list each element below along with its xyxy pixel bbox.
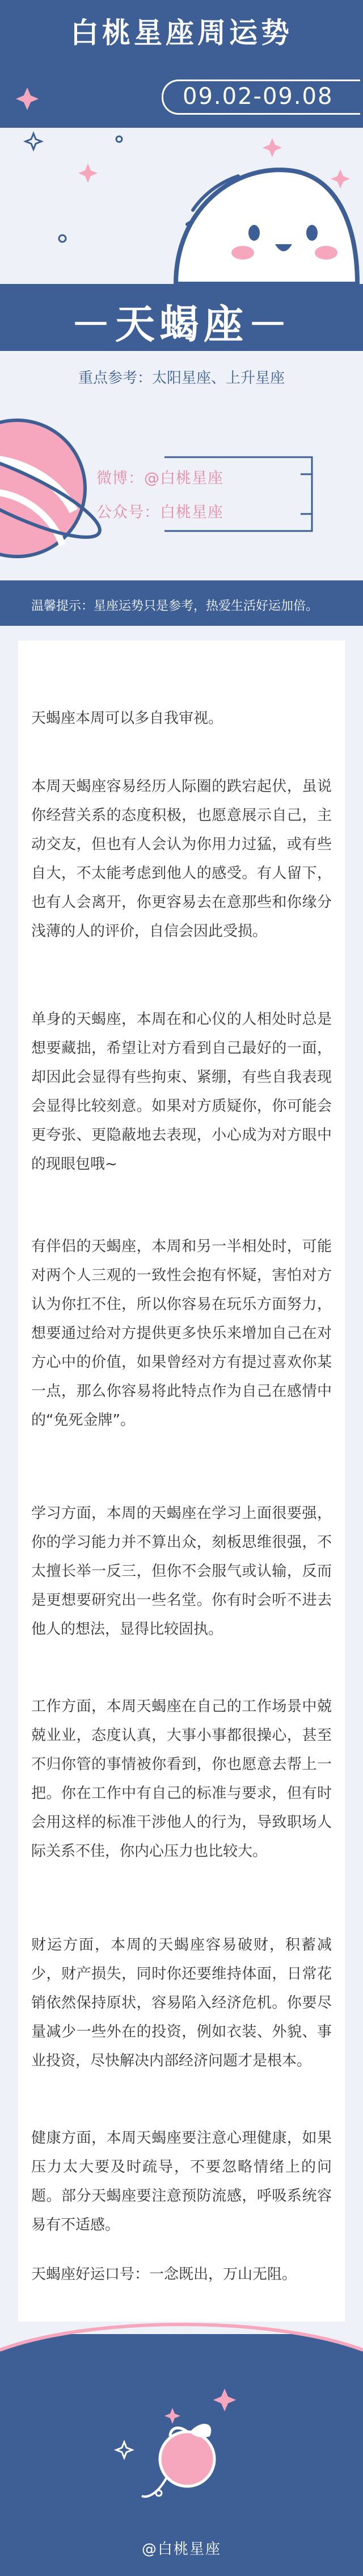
paragraph-social: 本周天蝎座容易经历人际圈的跌宕起伏，虽说你经营关系的态度积极，也愿意展示自己，主动交友，但也有人会认为你用力过猛，或有些自大，不太能考虑到他人的感受。有人留下，也有人会离开，你更容易去在意那些和你缘分浅薄的人的评价，自信会因此受损。 bbox=[31, 778, 332, 940]
sign-name: －天蝎座－ bbox=[71, 301, 292, 348]
paragraph-work: 工作方面，本周天蝎座在自己的工作场景中兢兢业业，态度认真，大事小事都很操心，甚至不归你管的事情被你看到，你也愿意去帮上一把。你在工作中有自己的标准与要求，但有时会用这样的标准干涉他人的行为，导致职场人际关系不佳，你内心压力也比较大。 bbox=[31, 1698, 332, 1860]
footer-decor bbox=[0, 2306, 363, 2576]
page-title: 白桃星座周运势 bbox=[70, 16, 293, 49]
paragraph-intro: 天蝎座本周可以多自我审视。 bbox=[31, 710, 223, 727]
weibo-handle: 微博：@白桃星座 bbox=[96, 470, 223, 487]
date-range: 09.02-09.08 bbox=[183, 83, 334, 110]
paragraph-motto: 天蝎座好运口号：一念既出，万山无阻。 bbox=[31, 2266, 297, 2283]
paragraph-single: 单身的天蝎座，本周在和心仪的人相处时总是想要藏拙，希望让对方看到自己最好的一面，却因此会显得有些拘束、紧绷，有些自我表现会显得比较刻意。如果对方质疑你，你可能会更夸张、更隐蔽地去表现，小心成为对方眼中的现眼包哦~ bbox=[31, 1011, 332, 1173]
wechat-handle: 公众号：白桃星座 bbox=[96, 504, 223, 521]
tip-text: 温馨提示：星座运势只是参考，热爱生活好运加倍。 bbox=[31, 599, 319, 613]
paragraph-finance: 财运方面，本周的天蝎座容易破财，积蓄减少，财产损失，同时你还要维持体面，日常花销依然保持原状，容易陷入经济危机。你要尽量减少一些外在的投资，例如衣装、外貌、事业投资，尽快解决内部经济问题才是根本。 bbox=[31, 1937, 332, 2069]
reference-note: 重点参考：太阳星座、上升星座 bbox=[78, 370, 285, 387]
social-frame bbox=[68, 451, 318, 537]
mascot-icon bbox=[170, 159, 363, 290]
paragraph-couple: 有伴侣的天蝎座，本周和另一半相处时，可能对两个人三观的一致性会抱有怀疑，害怕对方认为你扛不住，所以你容易在玩乐方面努力，想要通过给对方提供更多快乐来增加自己在对方心中的价值，如果曾经对方有提过喜欢你某一点，那么你容易将此特点作为自己在感情中的“免死金牌”。 bbox=[31, 1238, 332, 1429]
paragraph-study: 学习方面，本周的天蝎座在学习上面很要强，你的学习能力并不算出众，刻板思维很强，不太擅长举一反三，但你不会服气或认输，反而是更想要研究出一些名堂。你有时会听不进去他人的想法，显得比较固执。 bbox=[31, 1505, 332, 1638]
footer-brand: @白桃星座 bbox=[141, 2541, 221, 2558]
paragraph-health: 健康方面，本周天蝎座要注意心理健康，如果压力太大要及时疏导，不要忽略情绪上的问题。部分天蝎座要注意预防流感，呼吸系统容易有不适感。 bbox=[31, 2130, 332, 2234]
